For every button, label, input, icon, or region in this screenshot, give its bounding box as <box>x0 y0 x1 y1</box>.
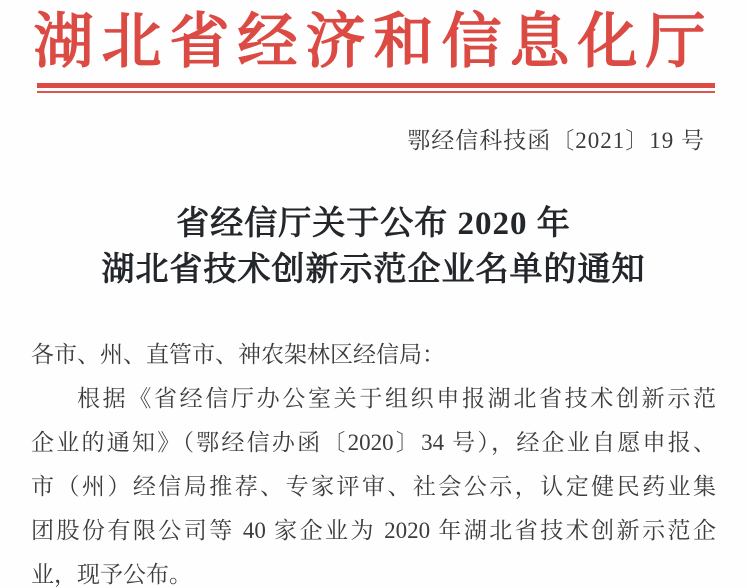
paragraph-line: 根据《省经信厅办公室关于组织申报湖北省技术创新示范 <box>77 386 716 411</box>
paragraph-line: 业，现予公布。 <box>31 562 192 587</box>
paragraph-line: 市（州）经信局推荐、专家评审、社会公示，认定健民药业集 <box>31 474 716 499</box>
paragraph-line: 团股份有限公司等 40 家企业为 2020 年湖北省技术创新示范企 <box>31 518 716 543</box>
notice-title-line2: 湖北省技术创新示范企业名单的通知 <box>101 252 646 288</box>
paragraph-line: 企业的通知》（鄂经信办函〔2020〕34 号），经企业自愿申报、 <box>31 430 716 455</box>
agency-letterhead: 湖北省经济和信息化厅 <box>33 9 714 75</box>
notice-title <box>0 201 747 293</box>
salutation-line: 各市、州、直管市、神农架林区经信局： <box>31 342 445 367</box>
notice-body <box>0 333 747 588</box>
document-reference-number: 鄂经信科技函〔2021〕19 号 <box>407 128 705 153</box>
divider-thin-line <box>37 91 715 93</box>
notice-title-line1: 省经信厅关于公布 2020 年 <box>176 206 571 242</box>
letterhead-divider <box>37 83 715 93</box>
divider-thick-line <box>37 83 715 88</box>
